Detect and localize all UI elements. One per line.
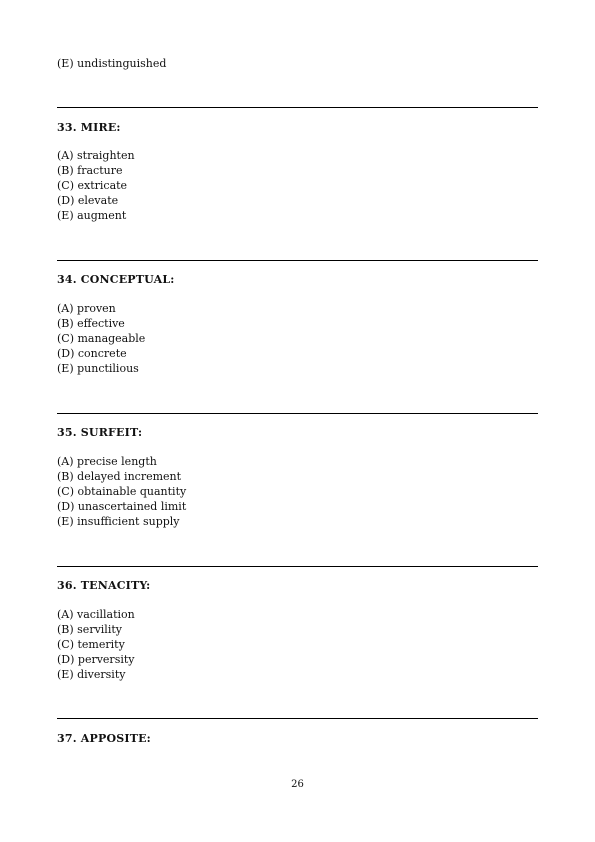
page-number: 26 [291, 779, 304, 790]
option-c: (C) extricate [57, 179, 128, 192]
option-d: (D) concrete [57, 347, 127, 360]
option-e: (E) punctilious [57, 362, 139, 375]
option-a: (A) straighten [57, 149, 135, 162]
option-a: (A) precise length [57, 455, 157, 468]
question-title: 34. CONCEPTUAL: [57, 273, 175, 286]
question-title: 36. TENACITY: [57, 579, 151, 592]
option-b: (B) delayed increment [57, 470, 182, 483]
question-divider [57, 566, 538, 567]
question-divider [57, 718, 538, 719]
option-a: (A) vacillation [57, 608, 135, 621]
option-b: (B) effective [57, 317, 125, 330]
question-divider [57, 107, 538, 108]
option-c: (C) obtainable quantity [57, 485, 187, 498]
carryover-option: (E) undistinguished [57, 57, 167, 70]
question-divider [57, 413, 538, 414]
option-e: (E) diversity [57, 668, 126, 681]
option-c: (C) manageable [57, 332, 146, 345]
option-e: (E) augment [57, 209, 127, 222]
option-d: (D) perversity [57, 653, 135, 666]
question-title: 33. MIRE: [57, 121, 121, 134]
question-divider [57, 260, 538, 261]
option-list [57, 301, 145, 376]
option-e: (E) insufficient supply [57, 515, 180, 528]
option-list [57, 454, 186, 529]
question-title: 35. SURFEIT: [57, 426, 143, 439]
option-d: (D) unascertained limit [57, 500, 187, 513]
option-b: (B) fracture [57, 164, 123, 177]
option-list [57, 148, 135, 223]
option-list [57, 607, 135, 682]
option-c: (C) temerity [57, 638, 125, 651]
option-b: (B) servility [57, 623, 122, 636]
question-title: 37. APPOSITE: [57, 732, 151, 745]
option-a: (A) proven [57, 302, 116, 315]
option-d: (D) elevate [57, 194, 119, 207]
